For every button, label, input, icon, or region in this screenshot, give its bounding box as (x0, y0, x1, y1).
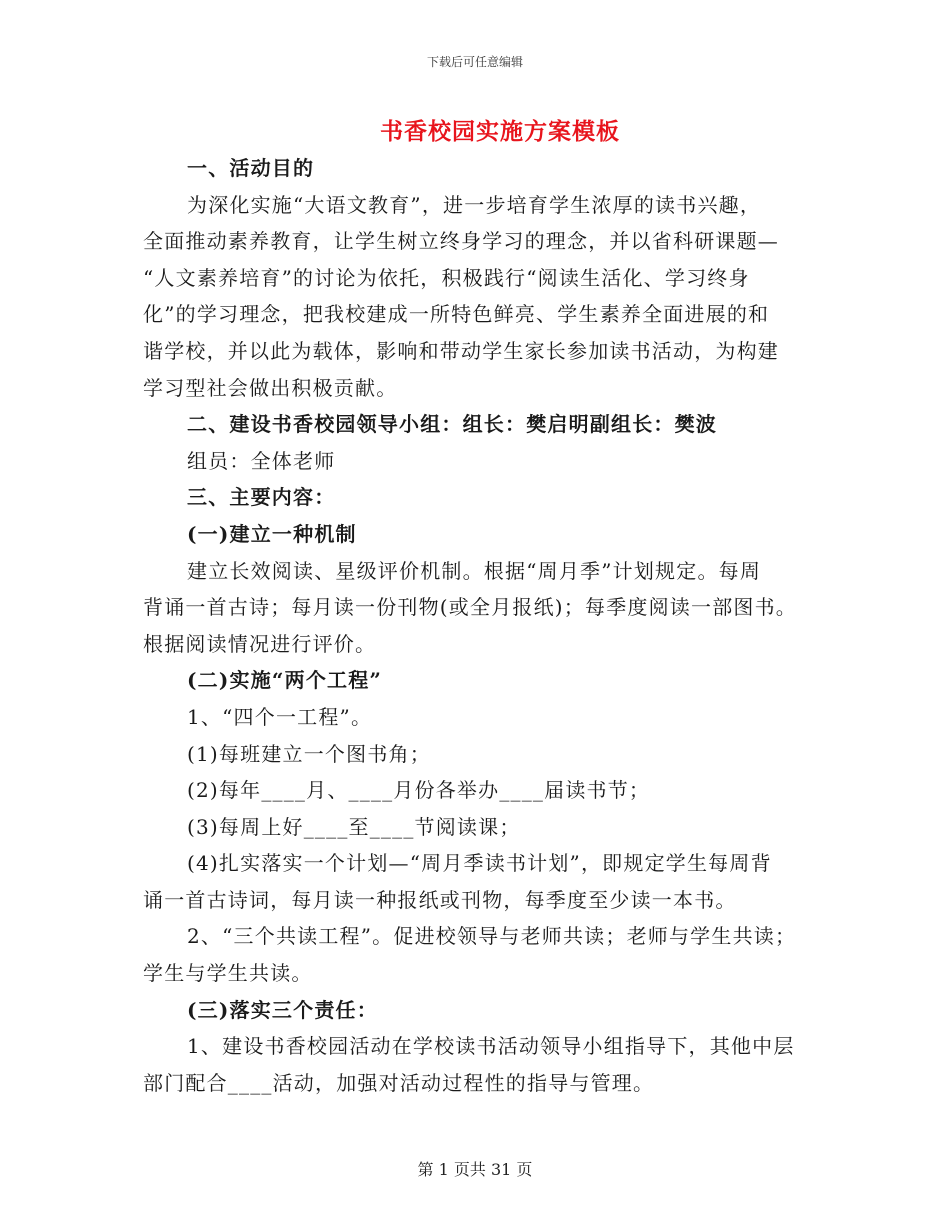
body-text-line: 谐学校，并以此为载体，影响和带动学生家长参加读书活动，为构建 (143, 338, 779, 363)
body-text-line: 组员：全体老师 (187, 448, 336, 473)
body-text-line: 1、“四个一工程”。 (187, 704, 373, 729)
body-text-line: 全面推动素养教育，让学生树立终身学习的理念，并以省科研课题— (143, 229, 779, 254)
body-text-line: 化”的学习理念，把我校建成一所特色鲜亮、学生素养全面进展的和 (143, 302, 770, 327)
body-text-line: 部门配合____活动，加强对活动过程性的指导与管理。 (143, 1070, 655, 1095)
body-text-line: 2、“三个共读工程”。促进校领导与老师共读；老师与学生共读； (187, 924, 797, 949)
page-footer: 第 1 页共 31 页 (417, 1160, 533, 1179)
body-text-line: “人文素养培育”的讨论为依托，积极践行“阅读生活化、学习终身 (143, 265, 750, 290)
body-text-line: 学生与学生共读。 (143, 961, 313, 986)
document-body (143, 150, 819, 1101)
section-heading: 二、建设书香校园领导小组：组长：樊启明副组长：樊波 (187, 412, 717, 437)
section-heading: 三、主要内容： (187, 485, 336, 510)
header-note: 下载后可任意编辑 (426, 55, 523, 69)
body-text-line: (1)每班建立一个图书角； (187, 741, 431, 766)
body-text-line: 根据阅读情况进行评价。 (143, 631, 377, 656)
section-heading: 一、活动目的 (187, 156, 315, 180)
body-text-line: (4)扎实落实一个计划—“周月季读书计划”，即规定学生每周背 (187, 851, 772, 876)
section-heading: (一)建立一种机制 (187, 521, 357, 546)
body-text-line: 背诵一首古诗；每月读一份刊物(或全月报纸)；每季度阅读一部图书。 (143, 595, 798, 620)
document-title: 书香校园实施方案模板 (380, 118, 620, 145)
body-text-line: 为深化实施“大语文教育”，进一步培育学生浓厚的读书兴趣， (187, 192, 762, 217)
section-heading: (三)落实三个责任： (187, 997, 378, 1022)
section-heading: (二)实施“两个工程” (187, 668, 383, 693)
body-text-line: (3)每周上好____至____节阅读课； (187, 814, 521, 839)
body-text-line: 诵一首古诗词，每月读一种报纸或刊物，每季度至少读一本书。 (143, 887, 737, 912)
body-text-line: 1、建设书香校园活动在学校读书活动领导小组指导下，其他中层 (187, 1034, 795, 1059)
body-text-line: 学习型社会做出积极贡献。 (143, 375, 398, 400)
body-text-line: (2)每年____月、____月份各举办____届读书节； (187, 778, 651, 803)
body-text-line: 建立长效阅读、星级评价机制。根据“周月季”计划规定。每周 (187, 558, 762, 583)
